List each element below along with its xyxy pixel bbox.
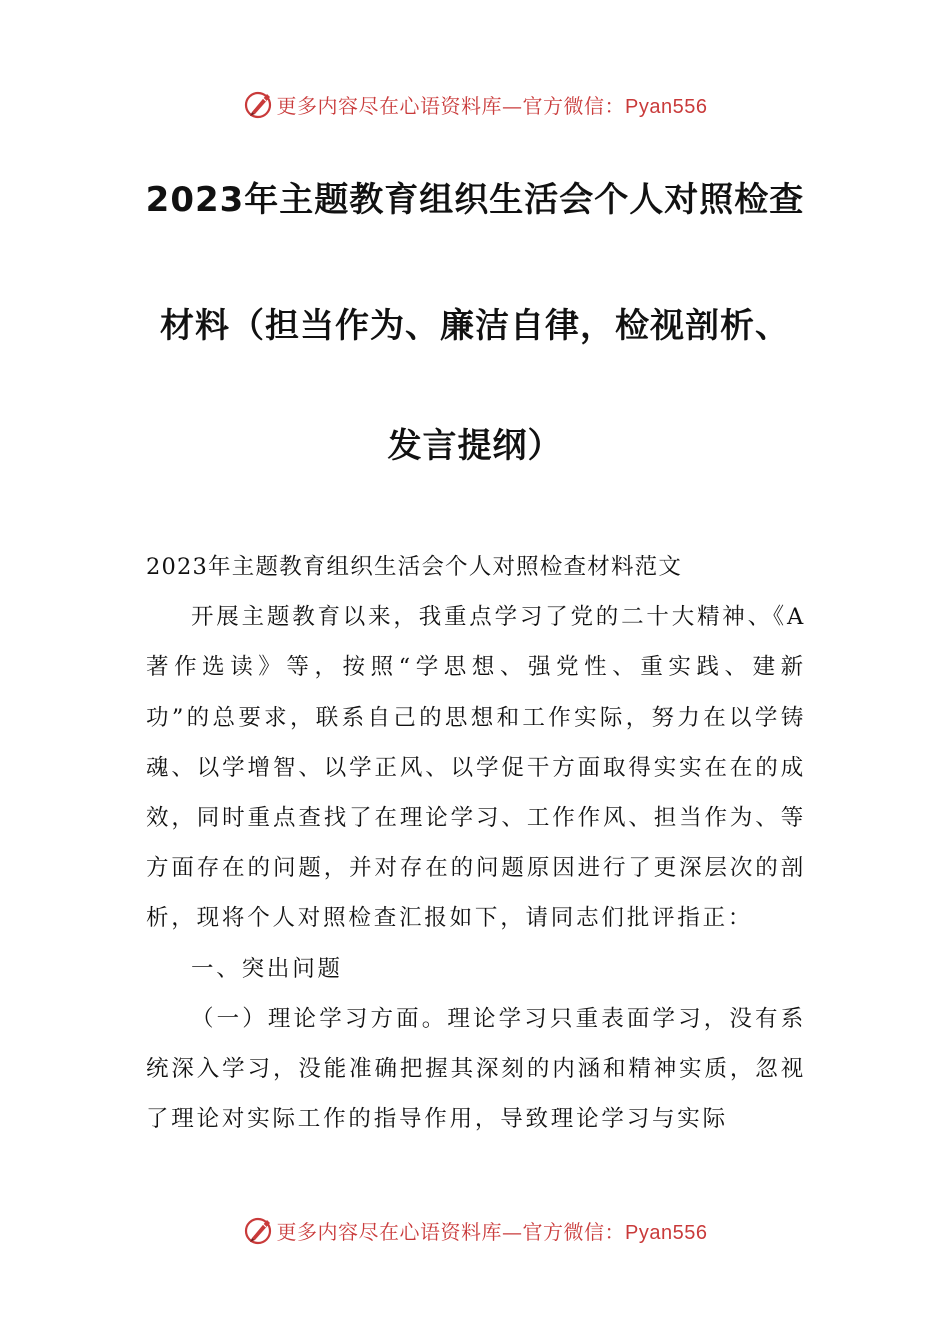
theory-study-paragraph: （一）理论学习方面。理论学习只重表面学习，没有系统深入学习，没能准确把握其深刻的内涵和精神实质，忽视了理论对实际工作的指导作用，导致理论学习与实际 xyxy=(146,1005,806,1133)
watermark-banner-top xyxy=(0,82,950,126)
document-title-line-1: 2023年主题教育组织生活会个人对照检查 xyxy=(145,180,805,220)
watermark-text: 更多内容尽在心语资料库—官方微信： xyxy=(276,93,626,118)
quill-pen-circle-icon xyxy=(243,88,275,120)
watermark-wechat-id: Pyan556 xyxy=(625,1221,708,1244)
document-subtitle: 2023年主题教育组织生活会个人对照检查材料范文 xyxy=(146,554,683,580)
watermark-text: 更多内容尽在心语资料库—官方微信： xyxy=(276,1219,626,1244)
watermark-wechat-id: Pyan556 xyxy=(625,95,708,118)
intro-paragraph: 开展主题教育以来，我重点学习了党的二十大精神、《A著作选读》等，按照“学思想、强党性、重实践、建新功”的总要求，联系自己的思想和工作实际，努力在以学铸魂、以学增智、以学正风、以学促干方面取得实实在在的成效，同时重点查找了在理论学习、工作作风、担当作为、等方面存在的问题，并对存在的问题原因进行了更深层次的剖析，现将个人对照检查汇报如下，请同志们批评指正： xyxy=(146,604,806,932)
watermark-banner-bottom xyxy=(0,1208,950,1252)
section-heading: 一、突出问题 xyxy=(191,955,343,982)
document-title-line-3: 发言提纲） xyxy=(387,426,563,466)
document-title-line-2: 材料（担当作为、廉洁自律，检视剖析、 xyxy=(160,306,790,346)
document-body xyxy=(146,542,806,1144)
quill-pen-circle-icon xyxy=(243,1214,275,1246)
